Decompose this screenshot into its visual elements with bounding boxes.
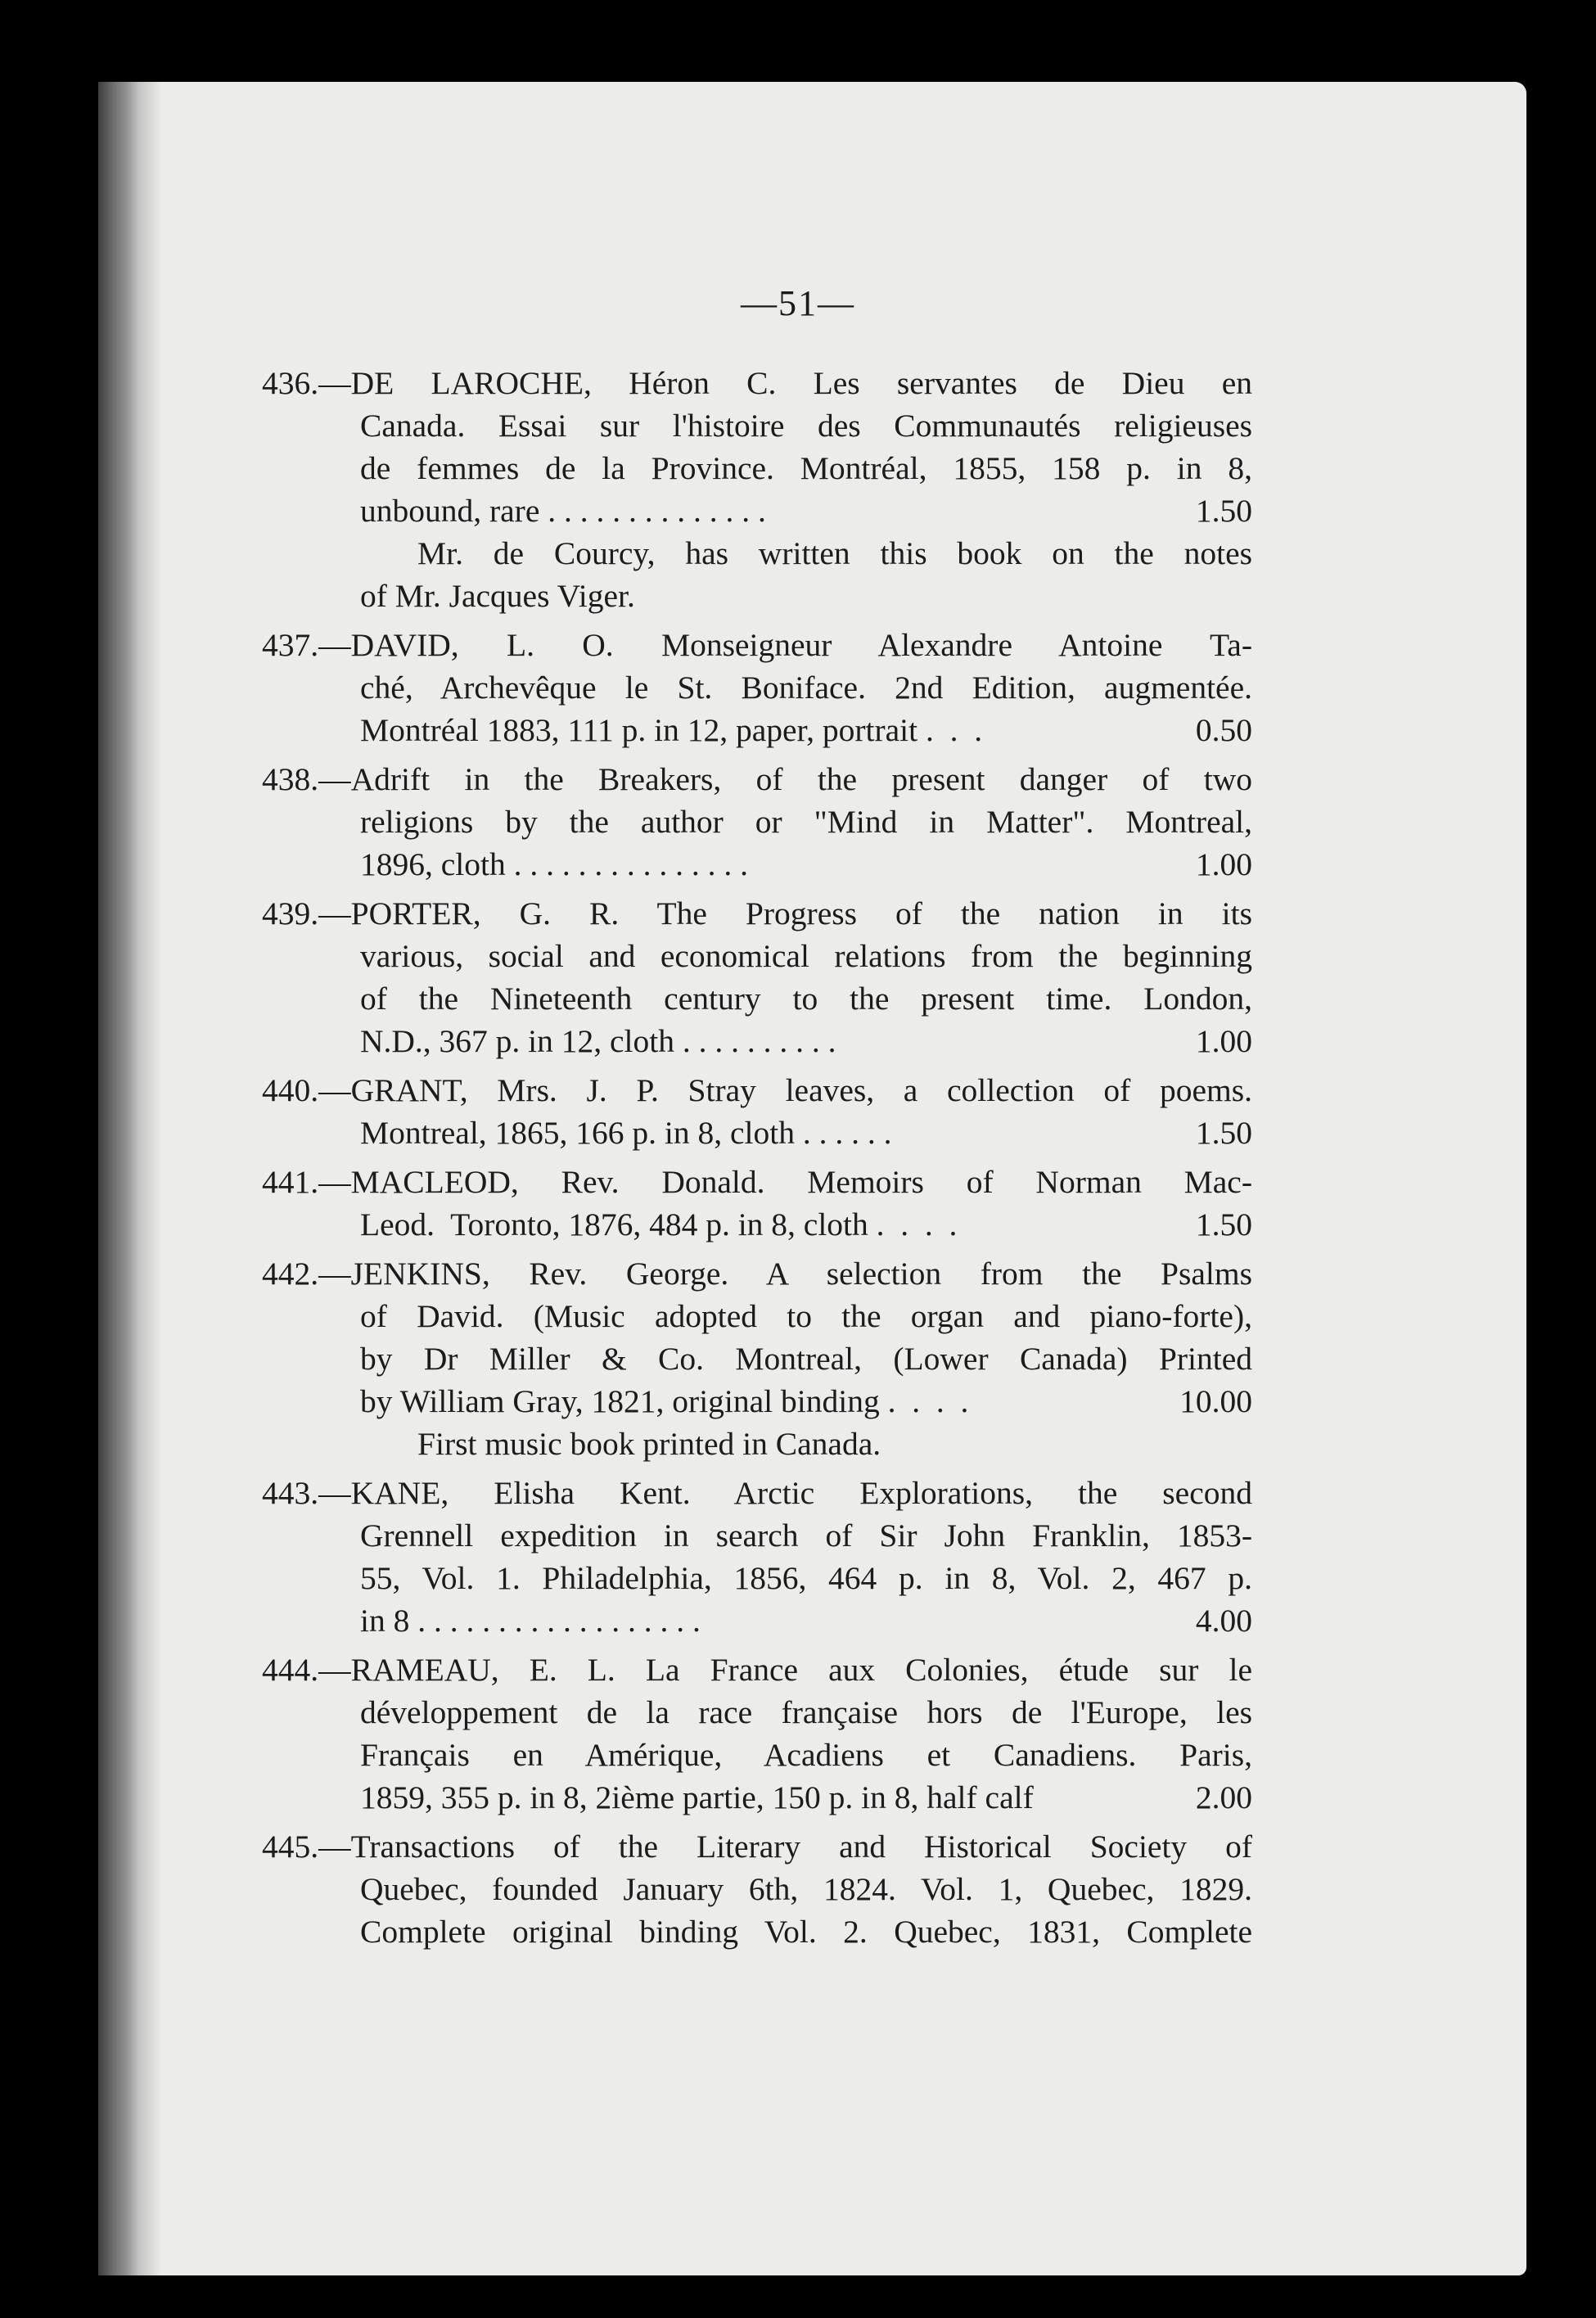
- entry-line: 439.—PORTER, G. R. The Progress of the nation in its: [262, 895, 1252, 931]
- entry-line: ché, Archevêque le St. Boniface. 2nd Edition, augmentée.: [360, 670, 1252, 706]
- catalogue-entry-445: [262, 1825, 1252, 1953]
- entry-line: 443.—KANE, Elisha Kent. Arctic Explorations, the second: [262, 1475, 1252, 1511]
- catalogue-entry-443: [262, 1472, 1252, 1642]
- catalogue-entry-441: [262, 1161, 1252, 1246]
- entry-line: 1896, cloth . . . . . . . . . . . . . . .: [360, 846, 748, 882]
- catalogue-entry-444: [262, 1648, 1252, 1819]
- entry-line: Leod. Toronto, 1876, 484 p. in 8, cloth . . . .: [360, 1206, 958, 1242]
- entry-price: 0.50: [1195, 712, 1252, 748]
- entry-line: of the Nineteenth century to the present time. London,: [360, 981, 1252, 1017]
- entry-line: Français en Amérique, Acadiens et Canadiens. Paris,: [360, 1737, 1252, 1773]
- entry-line: 55, Vol. 1. Philadelphia, 1856, 464 p. in 8, Vol. 2, 467 p.: [360, 1560, 1252, 1596]
- entry-line: Montréal 1883, 111 p. in 12, paper, portrait . . .: [360, 712, 983, 748]
- entry-price-line: [270, 1599, 1252, 1642]
- entry-line: Montreal, 1865, 166 p. in 8, cloth . . . . . .: [360, 1115, 892, 1151]
- entry-line: 441.—MACLEOD, Rev. Donald. Memoirs of Norman Mac-: [262, 1164, 1252, 1200]
- entry-price-line: [270, 843, 1252, 886]
- entry-line: 442.—JENKINS, Rev. George. A selection from the Psalms: [262, 1256, 1252, 1292]
- catalogue-entry-439: [262, 892, 1252, 1062]
- entry-price: 1.50: [1195, 1115, 1252, 1151]
- entry-line: by Dr Miller & Co. Montreal, (Lower Canada) Printed: [360, 1341, 1252, 1377]
- note-line: First music book printed in Canada.: [417, 1426, 881, 1462]
- entry-line: N.D., 367 p. in 12, cloth . . . . . . . . . .: [360, 1023, 836, 1059]
- entry-price-line: [270, 1112, 1252, 1154]
- catalogue-entry-438: [262, 758, 1252, 886]
- note-line: of Mr. Jacques Viger.: [360, 578, 635, 614]
- page-number: —51—: [741, 283, 855, 323]
- entry-line: by William Gray, 1821, original binding . . . .: [360, 1383, 969, 1419]
- entry-price: 10.00: [1179, 1383, 1252, 1419]
- entry-price: 1.00: [1195, 846, 1252, 882]
- entry-line: de femmes de la Province. Montréal, 1855, 158 p. in 8,: [360, 450, 1252, 486]
- note-line: Mr. de Courcy, has written this book on the notes: [417, 535, 1252, 571]
- entry-line: various, social and economical relations from the beginning: [360, 938, 1252, 974]
- entry-price-line: [270, 709, 1252, 751]
- entry-line: 440.—GRANT, Mrs. J. P. Stray leaves, a collection of poems.: [262, 1072, 1252, 1108]
- entry-line: Complete original binding Vol. 2. Quebec, 1831, Complete: [360, 1914, 1252, 1950]
- entry-price: 1.50: [1195, 1206, 1252, 1242]
- entry-line: in 8 . . . . . . . . . . . . . . . . . .: [360, 1603, 701, 1639]
- entry-line: religions by the author or "Mind in Matter". Montreal,: [360, 804, 1252, 840]
- entry-price: 1.50: [1195, 493, 1252, 529]
- entry-line: 436.—DE LAROCHE, Héron C. Les servantes de Dieu en: [262, 365, 1252, 401]
- entry-line: 445.—Transactions of the Literary and Historical Society of: [262, 1829, 1252, 1865]
- entry-line: 1859, 355 p. in 8, 2ième partie, 150 p. in 8, half calf: [360, 1779, 1034, 1815]
- entry-line: Canada. Essai sur l'histoire des Communautés religieuses: [360, 408, 1252, 444]
- entry-price: 4.00: [1195, 1603, 1252, 1639]
- entry-note: [270, 1423, 1252, 1465]
- entry-line: développement de la race française hors de l'Europe, les: [360, 1694, 1252, 1730]
- entry-price-line: [270, 1380, 1252, 1423]
- binding-shadow: [138, 82, 162, 2275]
- entry-line: Quebec, founded January 6th, 1824. Vol. 1, Quebec, 1829.: [360, 1871, 1252, 1907]
- catalogue-entry-440: [262, 1069, 1252, 1154]
- entry-price: 1.00: [1195, 1023, 1252, 1059]
- entry-line: unbound, rare . . . . . . . . . . . . . .: [360, 493, 766, 529]
- entry-price-line: [270, 1776, 1252, 1819]
- catalogue-entry-437: [262, 624, 1252, 751]
- entry-price: 2.00: [1195, 1779, 1252, 1815]
- catalogue-entries: [262, 362, 1252, 1959]
- entry-line: 437.—DAVID, L. O. Monseigneur Alexandre Antoine Ta-: [262, 627, 1252, 663]
- entry-line: of David. (Music adopted to the organ and piano-forte),: [360, 1298, 1252, 1334]
- entry-line: Grennell expedition in search of Sir John Franklin, 1853-: [360, 1518, 1252, 1554]
- entry-line: 438.—Adrift in the Breakers, of the present danger of two: [262, 761, 1252, 797]
- entry-line: 444.—RAMEAU, E. L. La France aux Colonies, étude sur le: [262, 1652, 1252, 1688]
- entry-price-line: [270, 1203, 1252, 1246]
- catalogue-entry-442: [262, 1252, 1252, 1465]
- catalogue-entry-436: [262, 362, 1252, 617]
- entry-price-line: [270, 489, 1252, 532]
- entry-price-line: [270, 1020, 1252, 1062]
- book-binding-edge: [98, 82, 138, 2275]
- entry-note: [270, 532, 1252, 617]
